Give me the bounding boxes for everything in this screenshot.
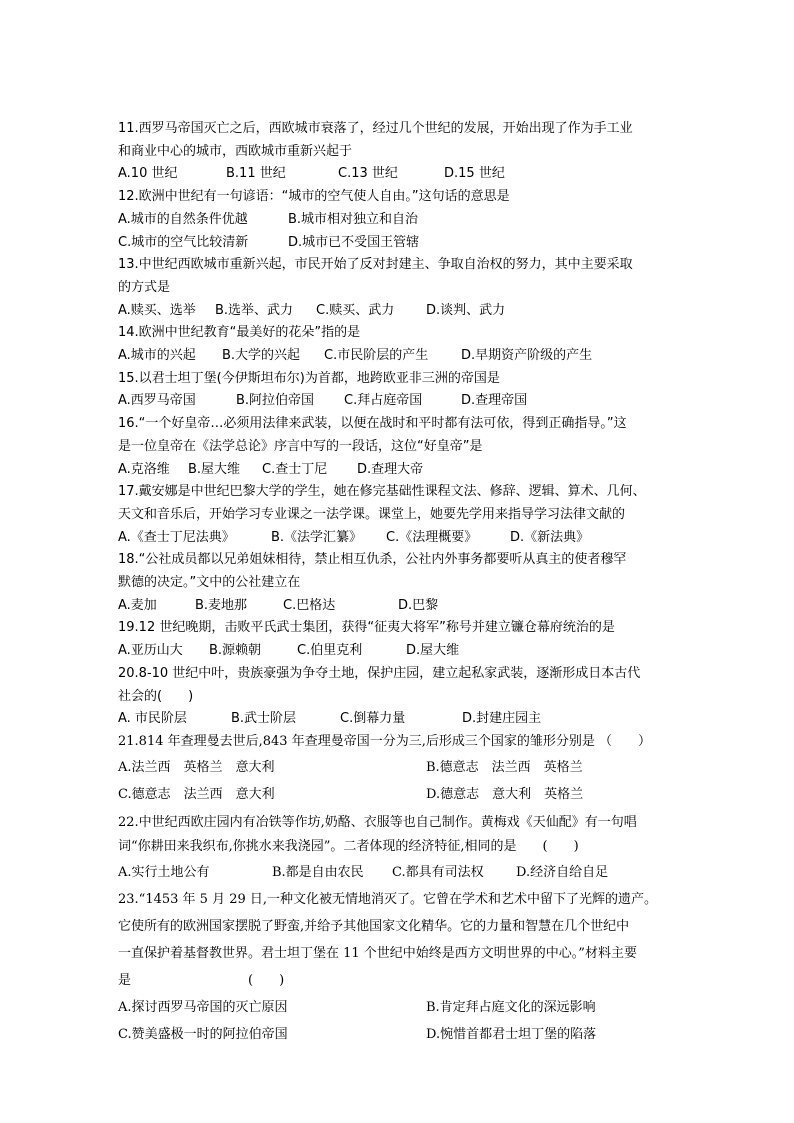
question-18 (118, 549, 683, 617)
question-22 (118, 811, 683, 886)
options-row (118, 595, 683, 618)
option-a: A.探讨西罗马帝国的灭亡原因 (118, 999, 288, 1015)
option-a: A.《查士丁尼法典》 (118, 529, 235, 545)
option-a: A.城市的兴起 (118, 348, 196, 364)
question-stem-line: 19.12 世纪晚期，击败平氏武士集团，获得“征夷大将军”称号并建立镰仓幕府统治的是 (118, 620, 615, 636)
question-stem-line: 的方式是 (118, 279, 171, 295)
option-c: C.《法理概要》 (386, 529, 478, 545)
question-stem-line: 21.814 年查理曼去世后,843 年查理曼帝国一分为三,后形成三个国家的雏形分别是 （ ） (118, 733, 651, 749)
option-b: B.屋大维 (188, 461, 241, 477)
option-d: D.封建庄园主 (462, 711, 542, 727)
option-b: B.《法学汇纂》 (271, 529, 363, 545)
option-d: D.惋惜首都君士坦丁堡的陷落 (426, 1027, 597, 1043)
option-b: B.大学的兴起 (222, 348, 301, 364)
question-19 (118, 617, 683, 662)
question-stem-line: 16.“一个好皇帝…必须用法律来武装，以便在战时和平时都有法可依，得到正确指导。”这 (118, 416, 627, 432)
question-stem-line: 18.“公社成员都以兄弟姐妹相待，禁止相互仇杀，公社内外事务都要听从真主的使者穆罕 (118, 552, 627, 568)
option-d: D.早期资产阶级的产生 (461, 348, 593, 364)
question-13 (118, 254, 683, 322)
question-stem-line: 17.戴安娜是中世纪巴黎大学的学生，她在修完基础性课程文法、修辞、逻辑、算术、几何、 (118, 484, 646, 500)
question-17 (118, 481, 683, 549)
option-d: D.《新法典》 (510, 529, 590, 545)
question-stem-line: 是一位皇帝在《法学总论》序言中写的一段话，这位“好皇帝”是 (118, 438, 483, 454)
option-a: A.麦加 (118, 597, 157, 613)
question-16 (118, 413, 683, 481)
option-c: C.倒幕力量 (340, 711, 406, 727)
option-b: B.麦地那 (195, 597, 248, 613)
option-c: C.巴格达 (283, 597, 336, 613)
option-a: A.西罗马帝国 (118, 393, 196, 409)
option-b: B.源赖朝 (209, 643, 262, 659)
options-row (118, 527, 683, 550)
question-stem-line: 是 ( ) (118, 972, 285, 988)
option-b: B.德意志 法兰西 英格兰 (426, 759, 583, 775)
question-stem-line: 它使所有的欧洲国家摆脱了野蛮,并给予其他国家文化精华。它的力量和智慧在几个世纪中 (118, 918, 630, 934)
option-d: D.查理大帝 (357, 461, 424, 477)
option-a: A.克洛维 (118, 461, 170, 477)
question-stem-line: 词“你耕田来我织布,你挑水来我浇园”。二者体现的经济特征,相同的是 ( ) (118, 838, 579, 854)
option-c: C.13 世纪 (338, 166, 398, 182)
option-b: B.11 世纪 (226, 166, 286, 182)
option-c: C.伯里克利 (297, 643, 363, 659)
question-11 (118, 118, 683, 186)
question-stem-line: 23.“1453 年 5 月 29 日,一种文化被无情地消灭了。它曾在学术和艺术中留下了光辉的遗产。 (118, 891, 658, 907)
option-c: C.拜占庭帝国 (344, 393, 423, 409)
option-d: D.谈判、武力 (426, 302, 506, 318)
option-b: B.肯定拜占庭文化的深远影响 (426, 999, 596, 1015)
question-21 (118, 731, 683, 809)
question-stem-line: 15.以君士坦丁堡(今伊斯坦布尔)为首都，地跨欧亚非三洲的帝国是 (118, 370, 500, 386)
question-15 (118, 368, 683, 413)
options-row (118, 209, 683, 232)
option-d: D.查理帝国 (461, 393, 528, 409)
options-row (118, 459, 683, 482)
option-a: A.赎买、选举 (118, 302, 196, 318)
options-row (118, 859, 683, 886)
option-d: D.巴黎 (398, 597, 439, 613)
question-14 (118, 322, 683, 367)
option-c: C.市民阶层的产生 (324, 348, 429, 364)
option-c: C.城市的空气比较清新 (118, 234, 249, 250)
option-d: D.经济自给自足 (516, 864, 609, 880)
question-stem-line: 20.8-10 世纪中叶，贵族豪强为争夺土地，保护庄园，建立起私家武装，逐渐形成日本古代 (118, 665, 641, 681)
question-stem-line: 22.中世纪西欧庄园内有冶铁等作坊,奶酪、衣服等也自己制作。黄梅戏《天仙配》有一句唱 (118, 814, 637, 830)
question-stem-line: 14.欧洲中世纪教育“最美好的花朵”指的是 (118, 325, 361, 341)
options-row (118, 232, 683, 255)
option-d: D.城市已不受国王管辖 (288, 234, 420, 250)
option-c: C.查士丁尼 (262, 461, 328, 477)
question-stem-line: 天文和音乐后，开始学习专业课之一法学课。课堂上，她要先学用来指导学习法律文献的 (118, 506, 626, 522)
option-d: D.屋大维 (406, 643, 460, 659)
question-stem-line: 社会的( ) (118, 688, 194, 704)
question-stem-line: 一直保护着基督教世界。君士坦丁堡在 11 个世纪中始终是西方文明世界的中心。”材料主要 (118, 945, 637, 961)
options-row (118, 640, 683, 663)
option-b: B.阿拉伯帝国 (236, 393, 315, 409)
question-stem-line: 默德的决定。”文中的公社建立在 (118, 575, 301, 591)
options-row (118, 390, 683, 413)
option-c: C.赎买、武力 (316, 302, 395, 318)
options-grid (118, 754, 683, 809)
option-a: A.10 世纪 (118, 166, 178, 182)
option-d: D.15 世纪 (444, 166, 505, 182)
option-c: C.赞美盛极一时的阿拉伯帝国 (118, 1027, 288, 1043)
question-stem-line: 和商业中心的城市，西欧城市重新兴起于 (118, 143, 353, 159)
exam-page (118, 118, 683, 1049)
question-stem-line: 13.中世纪西欧城市重新兴起，市民开始了反对封建主、争取自治权的努力，其中主要采取 (118, 257, 633, 273)
option-a: A. 市民阶层 (118, 711, 187, 727)
option-a: A.法兰西 英格兰 意大利 (118, 759, 275, 775)
option-b: B.城市相对独立和自治 (288, 211, 419, 227)
options-row (118, 300, 683, 323)
question-stem-line: 11.西罗马帝国灭亡之后，西欧城市衰落了，经过几个世纪的发展，开始出现了作为手工业 (118, 121, 633, 136)
option-d: D.德意志 意大利 英格兰 (426, 787, 584, 803)
option-b: B.都是自由农民 (272, 864, 364, 880)
question-20 (118, 663, 683, 731)
question-23 (118, 886, 683, 1049)
option-a: A.城市的自然条件优越 (118, 211, 248, 227)
option-c: C.德意志 法兰西 意大利 (118, 787, 275, 803)
option-a: A.亚历山大 (118, 643, 183, 659)
options-row (118, 163, 683, 186)
option-b: B.选举、武力 (215, 302, 294, 318)
options-row (118, 345, 683, 368)
options-row (118, 708, 683, 731)
option-b: B.武士阶层 (231, 711, 297, 727)
options-grid (118, 994, 683, 1049)
question-12 (118, 186, 683, 254)
option-a: A.实行土地公有 (118, 864, 210, 880)
question-stem-line: 12.欧洲中世纪有一句谚语：“城市的空气使人自由。”这句话的意思是 (118, 189, 510, 205)
option-c: C.都具有司法权 (392, 864, 484, 880)
